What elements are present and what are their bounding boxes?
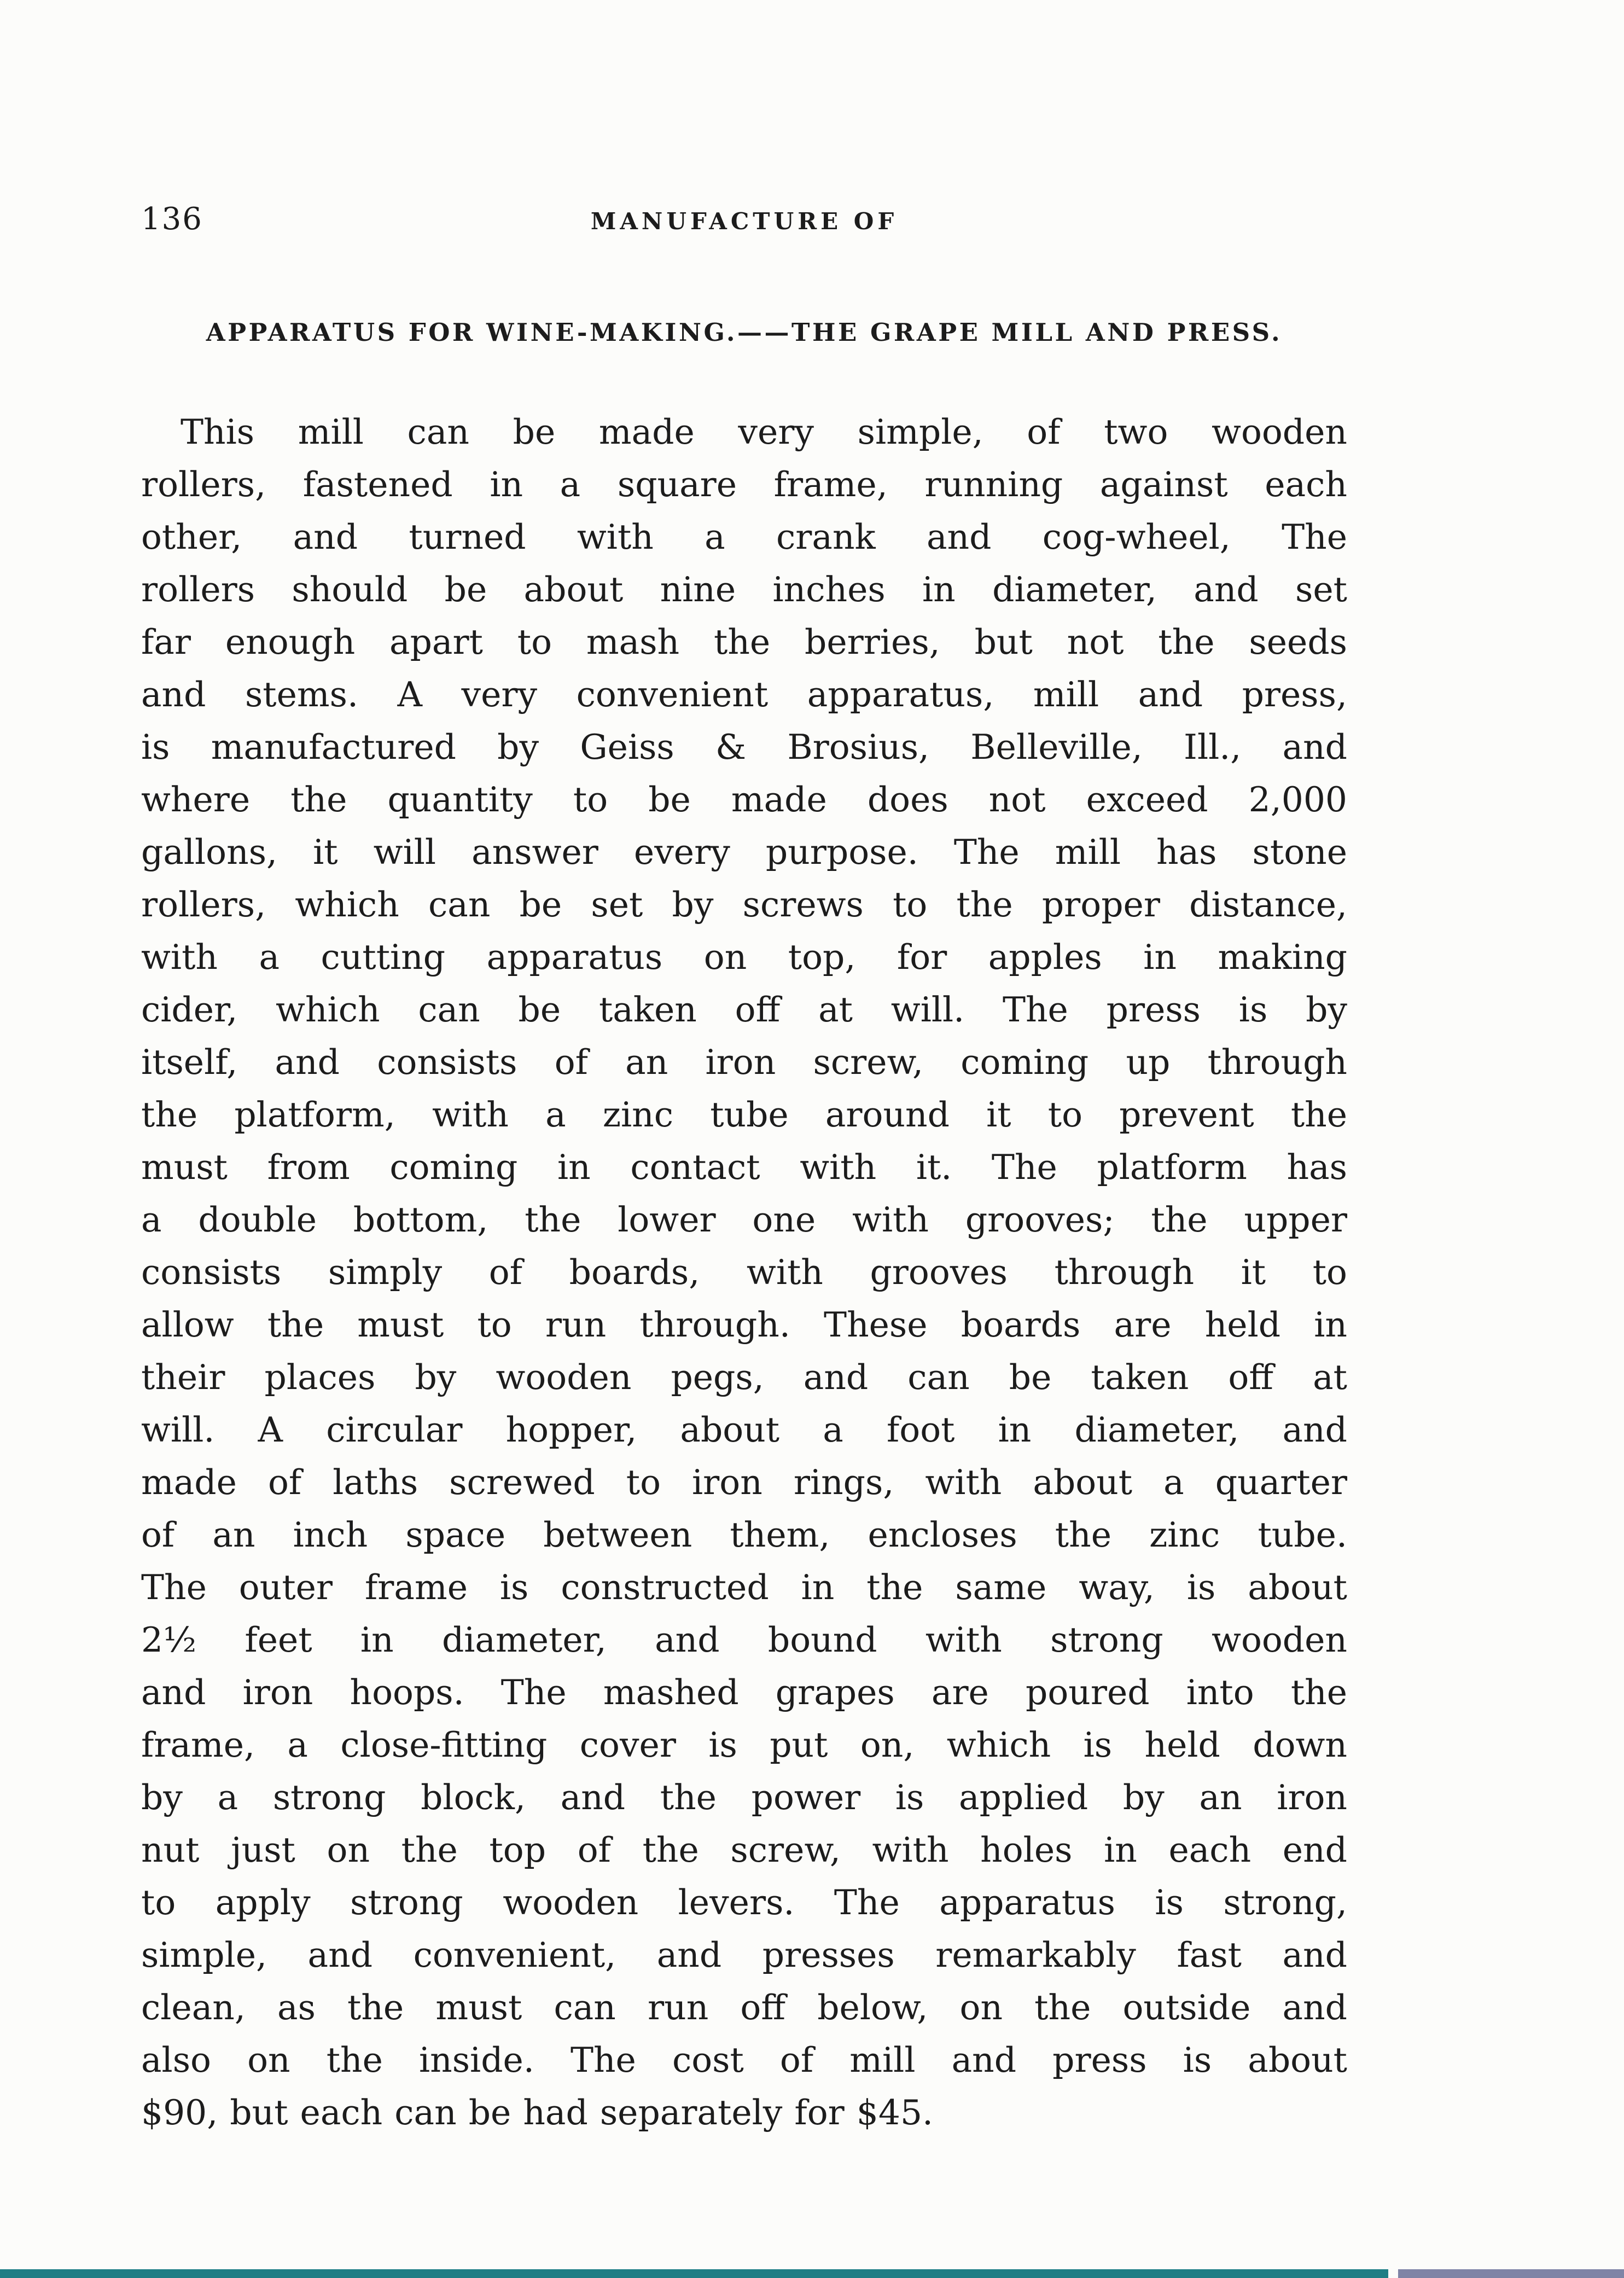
text-line: clean, as the must can run off below, on the outside and (141, 1988, 1347, 2027)
text-line: 2½ feet in diameter, and bound with strong wooden (141, 1620, 1347, 1660)
text-line: must from coming in contact with it. The platform has (141, 1147, 1347, 1187)
text-line: will. A circular hopper, about a foot in diameter, and (141, 1410, 1347, 1450)
page-content (141, 201, 1347, 2139)
text-line: by a strong block, and the power is applied by an iron (141, 1777, 1347, 1817)
text-line: itself, and consists of an iron screw, coming up through (141, 1042, 1347, 1082)
page-header (141, 201, 1347, 237)
text-line: frame, a close-fitting cover is put on, which is held down (141, 1725, 1347, 1765)
text-line: is manufactured by Geiss & Brosius, Belleville, Ill., and (141, 727, 1347, 767)
text-line: $90, but each can be had separately for $45. (141, 2093, 934, 2132)
text-line: allow the must to run through. These boards are held in (141, 1305, 1347, 1345)
text-line: The outer frame is constructed in the same way, is about (141, 1567, 1347, 1607)
scan-artifact-gap (1388, 2269, 1398, 2278)
text-line: rollers, which can be set by screws to the proper distance, (141, 885, 1347, 925)
running-header: MANUFACTURE OF (590, 208, 898, 235)
text-line: the platform, with a zinc tube around it to prevent the (141, 1095, 1347, 1135)
text-line: and stems. A very convenient apparatus, mill and press, (141, 675, 1347, 714)
text-line: rollers should be about nine inches in diameter, and set (141, 570, 1347, 609)
text-line: with a cutting apparatus on top, for apples in making (141, 937, 1347, 977)
section-heading: APPARATUS FOR WINE-MAKING.——THE GRAPE MILL AND PRESS. (206, 318, 1283, 347)
text-line: their places by wooden pegs, and can be taken off at (141, 1357, 1347, 1397)
text-line: rollers, fastened in a square frame, running against each (141, 464, 1347, 504)
text-line: of an inch space between them, encloses the zinc tube. (141, 1515, 1347, 1555)
text-line: simple, and convenient, and presses remarkably fast and (141, 1935, 1347, 1975)
text-line: also on the inside. The cost of mill and press is about (141, 2040, 1347, 2080)
body-text (141, 406, 1347, 2139)
scan-artifact-purple-strip (1398, 2269, 1624, 2278)
text-line: to apply strong wooden levers. The apparatus is strong, (141, 1882, 1347, 1922)
text-line: a double bottom, the lower one with grooves; the upper (141, 1200, 1347, 1240)
text-line: made of laths screwed to iron rings, with about a quarter (141, 1462, 1347, 1502)
text-line: where the quantity to be made does not exceed 2,000 (141, 780, 1347, 820)
text-line: This mill can be made very simple, of two wooden (181, 412, 1347, 452)
text-line: consists simply of boards, with grooves through it to (141, 1252, 1347, 1292)
text-line: and iron hoops. The mashed grapes are poured into the (141, 1672, 1347, 1712)
text-line: far enough apart to mash the berries, but not the seeds (141, 622, 1347, 662)
text-line: other, and turned with a crank and cog-wheel, The (141, 517, 1347, 557)
text-line: cider, which can be taken off at will. The press is by (141, 990, 1347, 1030)
scan-artifact-bar (0, 2269, 1624, 2278)
text-line: nut just on the top of the screw, with holes in each end (141, 1830, 1347, 1870)
page-number: 136 (141, 201, 203, 237)
scan-artifact-teal-strip (0, 2269, 1388, 2278)
text-line: gallons, it will answer every purpose. The mill has stone (141, 832, 1347, 872)
